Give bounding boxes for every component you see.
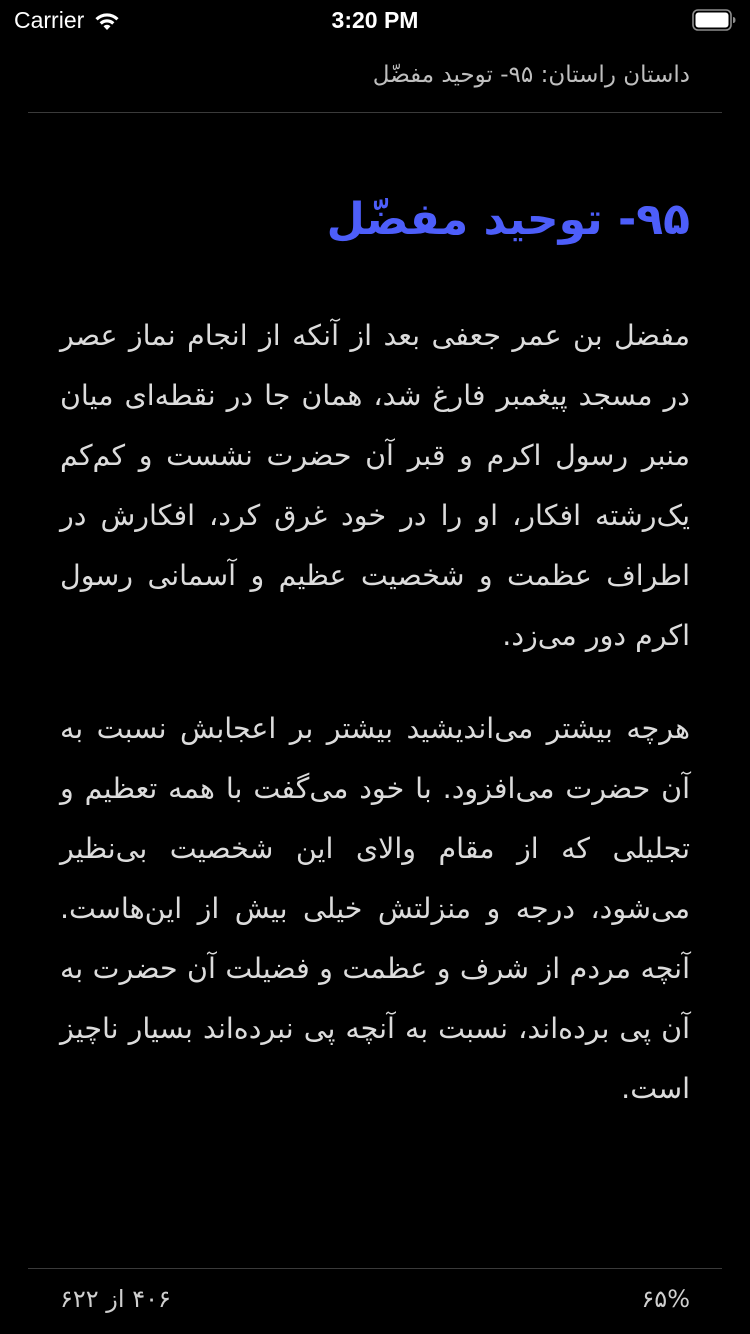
status-time: 3:20 PM	[331, 7, 419, 33]
book-header-title: داستان راستان: ۹۵- توحید مفضّل	[372, 62, 690, 88]
status-bar	[0, 0, 750, 40]
paragraph-2: هرچه بیشتر می‌اندیشید بیشتر بر اعجابش نسبت به آن حضرت می‌افزود. با خود می‌گفت با همه تعظیم و تجلیلی که از مقام والای این شخصیت بی‌نظیر می‌شود، درجه و منزلتش خیلی بیش از این‌هاست. آنچه مردم از شرف و عظمت و فضیلت آن حضرت به آن پی برده‌اند، نسبت به آنچه پی نبرده‌اند بسیار ناچیز است.	[60, 712, 690, 1105]
header-divider	[28, 112, 722, 113]
chapter-title: ۹۵- توحید مفضّل	[326, 194, 690, 245]
paragraph-1: مفضل بن عمر جعفی بعد از آنکه از انجام نماز عصر در مسجد پیغمبر فارغ شد، همان جا در نقطه‌ای میان منبر رسول اکرم و قبر آن حضرت نشست و کم‌کم یک‌رشته افکار، او را در خود غرق کرد، افکارش در اطراف عظمت و شخصیت عظیم و آسمانی رسول اکرم دور می‌زد.	[60, 319, 690, 652]
page-indicator: ۴۰۶ از ۶۲۲	[60, 1285, 171, 1313]
battery-icon	[692, 9, 736, 31]
reader-content[interactable]	[60, 180, 690, 1119]
carrier-label: Carrier	[14, 7, 85, 33]
footer-divider	[28, 1268, 722, 1269]
progress-percent: ۶۵%	[641, 1285, 690, 1313]
